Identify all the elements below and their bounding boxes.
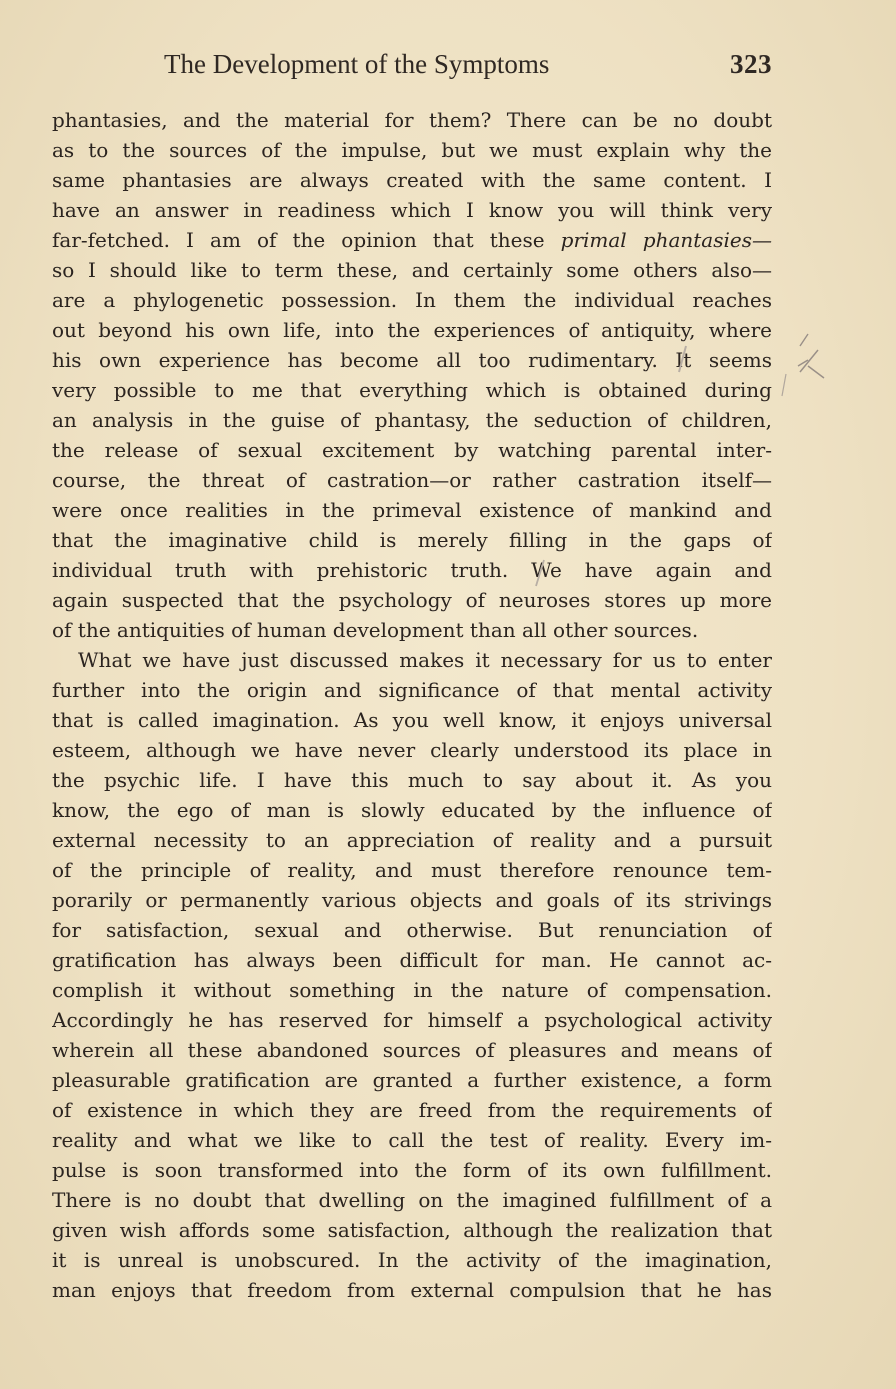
text-line: same phantasies are always created with the same content. I: [52, 168, 772, 192]
text-line: an analysis in the guise of phantasy, the seduction of children,: [52, 408, 772, 432]
text-line: so I should like to term these, and certainly some others also—: [52, 258, 772, 282]
body-text: [52, 105, 772, 1305]
text-line: again suspected that the psychology of neuroses stores up more: [52, 588, 772, 612]
text-line: that the imaginative child is merely filling in the gaps of: [52, 528, 772, 552]
running-title: The Development of the Symptoms: [164, 49, 550, 79]
running-head: [52, 46, 772, 82]
text-line: as to the sources of the impulse, but we must explain why the: [52, 138, 772, 162]
text-line: external necessity to an appreciation of reality and a pursuit: [52, 828, 772, 852]
text-line: pleasurable gratification are granted a further existence, a form: [52, 1068, 772, 1092]
text-line: phantasies, and the material for them? There can be no doubt: [52, 108, 772, 132]
pencil-margin-mark-icon: [772, 326, 842, 406]
italic-term: primal phantasies—: [560, 228, 772, 252]
text-line: man enjoys that freedom from external compulsion that he has: [52, 1278, 772, 1302]
text-line: reality and what we like to call the test of reality. Every im-: [52, 1128, 772, 1152]
text-line: of the principle of reality, and must therefore renounce tem-: [52, 858, 772, 882]
text-line: esteem, although we have never clearly understood its place in: [52, 738, 772, 762]
text-line: What we have just discussed makes it necessary for us to enter: [78, 648, 772, 672]
text-line: for satisfaction, sexual and otherwise. But renunciation of: [52, 918, 772, 942]
text-line: complish it without something in the nature of compensation.: [52, 978, 772, 1002]
text-line: further into the origin and significance of that mental activity: [52, 678, 772, 702]
text-line: out beyond his own life, into the experiences of antiquity, where: [52, 318, 772, 342]
text-line: his own experience has become all too rudimentary. It seems: [52, 348, 772, 372]
text-line: know, the ego of man is slowly educated by the influence of: [52, 798, 772, 822]
text-line: of existence in which they are freed from the requirements of: [52, 1098, 772, 1122]
text-line-start: far-fetched. I am of the opinion that these: [52, 228, 545, 252]
text-line: Accordingly he has reserved for himself a psychological activity: [52, 1008, 772, 1032]
text-line: the release of sexual excitement by watching parental inter-: [52, 438, 772, 462]
text-line: of the antiquities of human development than all other sources.: [52, 618, 699, 642]
text-line: [52, 225, 772, 255]
text-line: were once realities in the primeval existence of mankind and: [52, 498, 772, 522]
text-line: porarily or permanently various objects and goals of its strivings: [52, 888, 772, 912]
text-line: given wish affords some satisfaction, although the realization that: [52, 1218, 772, 1242]
text-line: There is no doubt that dwelling on the imagined fulfillment of a: [52, 1188, 772, 1212]
text-line: that is called imagination. As you well know, it enjoys universal: [52, 708, 772, 732]
text-line: gratification has always been difficult for man. He cannot ac-: [52, 948, 772, 972]
text-line: wherein all these abandoned sources of pleasures and means of: [52, 1038, 772, 1062]
page-number: 323: [730, 49, 772, 79]
text-line: pulse is soon transformed into the form of its own fulfillment.: [52, 1158, 772, 1182]
text-line: individual truth with prehistoric truth. We have again and: [52, 558, 772, 582]
text-line: very possible to me that everything which is obtained during: [52, 378, 772, 402]
text-line: course, the threat of castration—or rather castration itself—: [52, 468, 772, 492]
text-line: are a phylogenetic possession. In them the individual reaches: [52, 288, 772, 312]
text-line: it is unreal is unobscured. In the activity of the imagination,: [52, 1248, 772, 1272]
text-line: have an answer in readiness which I know you will think very: [52, 198, 772, 222]
text-line: the psychic life. I have this much to say about it. As you: [52, 768, 772, 792]
